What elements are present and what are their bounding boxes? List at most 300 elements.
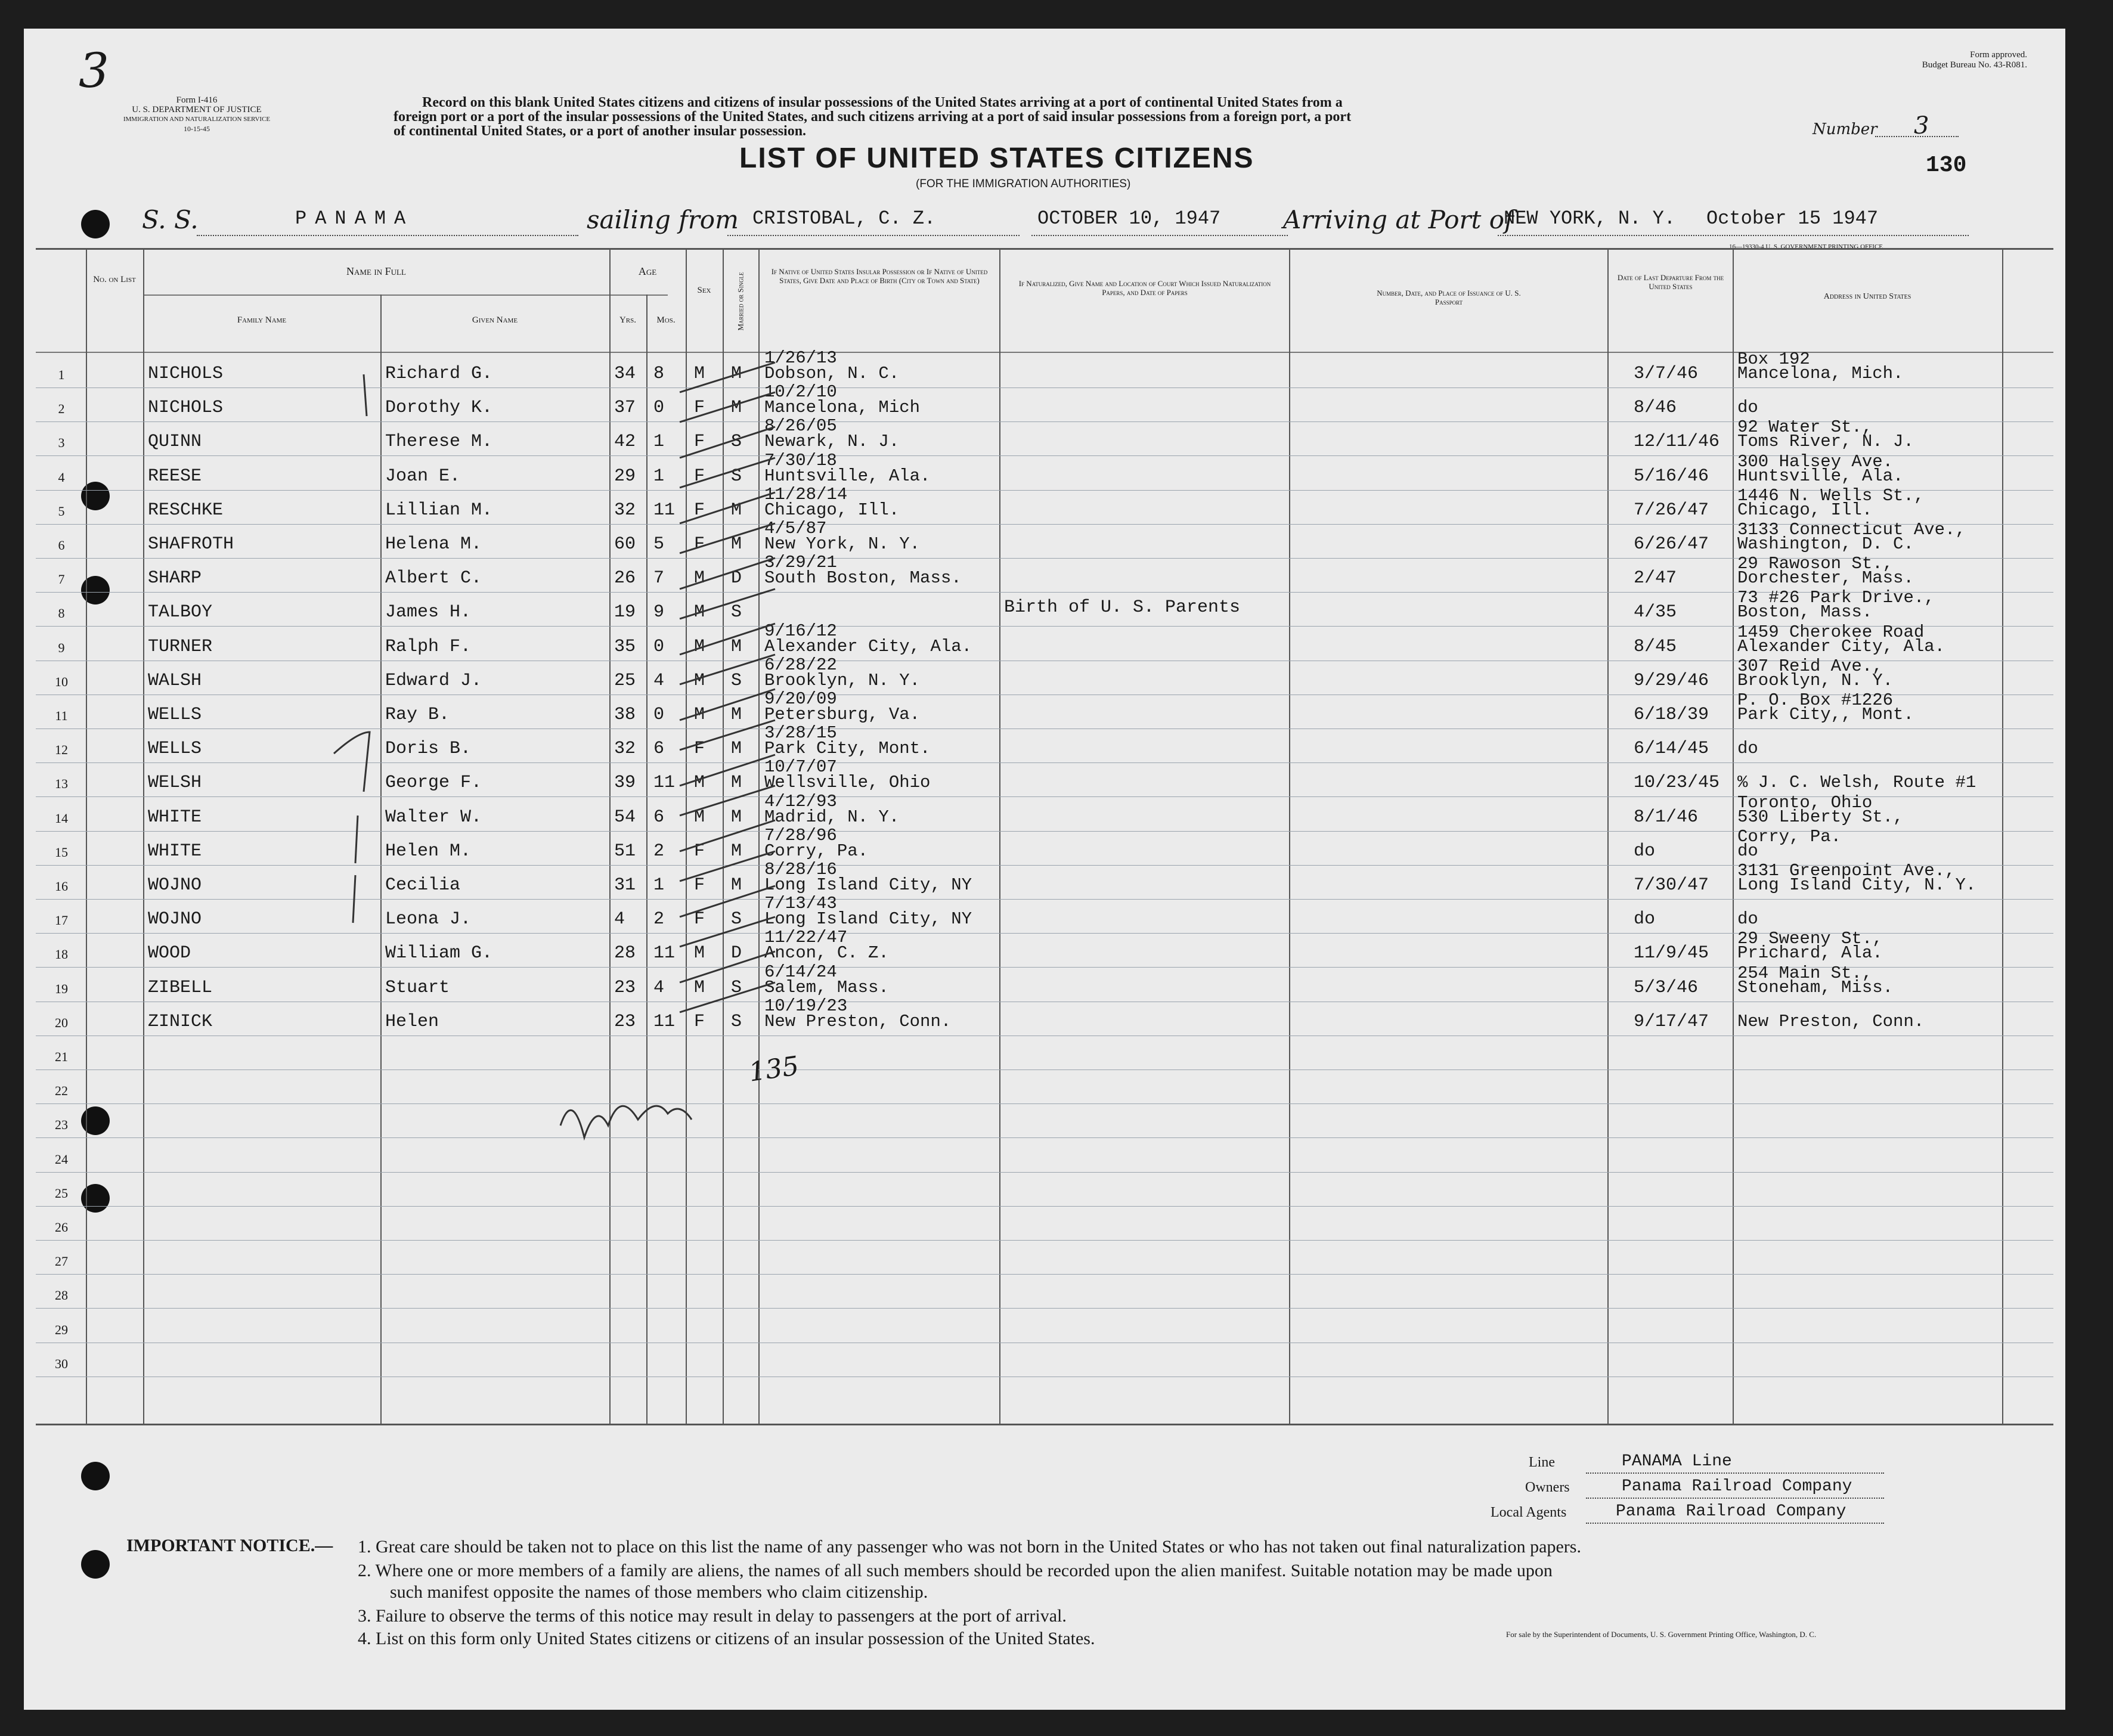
given-name: Albert C. [385,568,482,589]
agents-value: Panama Railroad Company [1616,1502,1846,1521]
sailing-label: sailing from [587,205,739,234]
given-name: Walter W. [385,807,482,827]
last-departure: 8/1/46 [1634,807,1699,827]
notice-number: 4. [358,1629,371,1648]
family-name: WOJNO [148,909,202,930]
header-family-name: Family Name [237,315,287,325]
printing-note: 16—19330-4 U. S. GOVERNMENT PRINTING OFFICE [1729,243,1883,250]
sex: F [694,841,705,861]
given-name: George F. [385,773,482,793]
age-years: 34 [614,364,636,384]
birth-place: Dobson, N. C. [764,364,900,383]
age-years: 37 [614,398,636,418]
address-line1: 29 Sweeny St., [1737,929,1883,949]
age-years: 39 [614,773,636,793]
birth-place: Salem, Mass. [764,977,889,997]
tally-stroke [680,886,775,917]
ship-name: PANAMA [295,207,414,230]
notice-text: Where one or more members of a family are aliens, the names of all such members should be recorded upon the alien manifest. Suitable notation may be made upon [375,1561,1553,1580]
family-name: SHAFROTH [148,534,234,554]
row-number: 13 [55,776,68,792]
row-number: 14 [55,810,68,826]
age-months: 9 [653,602,665,623]
age-months: 4 [653,670,665,691]
given-name: Lillian M. [385,500,493,520]
given-name: Cecilia [385,875,461,895]
given-name: Dorothy K. [385,398,493,418]
notice-text: Failure to observe the terms of this notice may result in delay to passengers at the port of arrival. [376,1606,1067,1626]
tally-stroke [680,624,775,655]
birth-date: 1/26/13 [764,348,837,368]
age-months: 8 [653,364,665,384]
tally-stroke [680,917,775,947]
age-years: 29 [614,466,636,486]
birth-place: Long Island City, NY [764,875,972,895]
address-line1: Box 192 [1737,349,1810,369]
birth-date: 4/5/87 [764,519,827,538]
row-number: 28 [55,1288,68,1303]
tally-stroke [680,558,775,589]
notice-number: 3. [358,1606,371,1626]
birth-date: 6/28/22 [764,655,837,675]
row-number: 2 [58,401,65,417]
intro-line: of continental United States, or a port of another insular possession. [394,123,807,139]
form-date: 10-15-45 [184,125,210,133]
punch-hole [81,1550,110,1579]
form-service: IMMIGRATION AND NATURALIZATION SERVICE [123,116,271,123]
family-name: ZIBELL [148,977,213,998]
given-name: Therese M. [385,432,493,452]
address-line2: 530 Liberty St., [1737,807,1904,827]
address-line1: 1446 N. Wells St., [1737,485,1925,506]
age-years: 28 [614,943,636,964]
tally-stroke [680,755,775,786]
age-years: 54 [614,807,636,827]
row-number: 10 [55,674,68,689]
row-number: 30 [55,1356,68,1371]
row-number: 23 [55,1117,68,1133]
owners-label: Owners [1525,1480,1570,1495]
header-naturalized: If Naturalized, Give Name and Location of Court Which Issued Naturalization Papers, and Date of Papers [1018,279,1271,297]
birth-date: 7/28/96 [764,825,837,845]
sex: F [694,500,705,520]
marital-status: S [731,602,742,623]
ss-label: S. S. [142,205,199,234]
address-line2: do [1737,739,1758,759]
last-departure: 3/7/46 [1634,364,1699,384]
form-number: Form I-416 [176,95,218,105]
notice-number: 2. [358,1561,371,1580]
check-mark [353,875,355,923]
family-name: REESE [148,466,202,486]
birth-date: 4/12/93 [764,791,837,811]
address-line2: Boston, Mass. [1737,602,1873,622]
age-months: 0 [653,705,665,725]
row-number: 5 [58,503,65,519]
birth-place: New Preston, Conn. [764,1011,952,1031]
row-number: 11 [55,708,68,723]
address-line2: % J. C. Welsh, Route #1 [1737,773,1976,793]
address-line1: Corry, Pa. [1737,826,1842,847]
handwritten-note: 135 [746,1050,801,1088]
address-line2: Park City,, Mont. [1737,705,1914,724]
age-months: 2 [653,841,665,861]
address-line2: Mancelona, Mich. [1737,364,1904,383]
birth-place: Corry, Pa. [764,841,869,861]
tally-stroke [680,523,775,553]
manifest-sheet [24,29,2065,1710]
corner-mark: 3 [79,43,109,98]
tally-stroke [680,589,775,619]
notice-number: 1. [358,1537,371,1557]
birth-date: 6/14/24 [764,962,837,982]
line-value: PANAMA Line [1622,1452,1732,1471]
given-name: Ralph F. [385,636,472,657]
age-months: 1 [653,466,665,486]
tally-stroke [680,982,775,1012]
sex: F [694,1011,705,1032]
family-name: QUINN [148,432,202,452]
family-name: WELSH [148,773,202,793]
check-mark [355,816,358,863]
birth-place: Brooklyn, N. Y. [764,670,921,690]
marital-status: S [731,1011,742,1032]
address-line2: Brooklyn, N. Y. [1737,670,1894,690]
row-number: 8 [58,606,65,621]
birth-place: Mancelona, Mich [764,398,921,418]
address-line2: New Preston, Conn. [1737,1011,1925,1031]
marital-status: M [731,739,742,760]
age-years: 42 [614,432,636,452]
arriving-label: Arriving at Port of [1283,205,1514,234]
sex: F [694,534,705,554]
family-name: WHITE [148,841,202,861]
address-line2: Stoneham, Miss. [1737,977,1894,997]
sex: F [694,875,705,895]
sex: M [694,807,705,827]
birth-date: 10/19/23 [764,996,848,1016]
intro-line: foreign port or a port of the insular possessions of the United States, and such citizens arriving at a port of said insular possessions from a foreign port, a port [394,109,1352,125]
given-name: Joan E. [385,466,461,486]
address-line2: Long Island City, N. Y. [1737,875,1976,895]
address-line2: do [1737,909,1758,929]
check-mark [334,732,370,792]
birth-place: New York, N. Y. [764,534,921,554]
table-bottom-rule [36,1424,2053,1425]
birth-place: Park City, Mont. [764,739,931,759]
address-line1: 73 #26 Park Drive., [1737,588,1935,608]
last-departure: 7/26/47 [1634,500,1709,520]
row-number: 6 [58,538,65,553]
tally-stroke [680,392,775,422]
header-birth: If Native of United States Insular Possession or If Native of United States, Give Date and Place of Birth (City or Town and State) [771,267,988,285]
row-number: 16 [55,879,68,894]
address-line1: 92 Water St., [1737,417,1873,438]
age-months: 4 [653,977,665,998]
marital-status: M [731,398,742,418]
header-yrs: Yrs. [619,315,637,325]
given-name: William G. [385,943,493,964]
address-line2: Huntsville, Ala. [1737,466,1904,486]
last-departure: 2/47 [1634,568,1677,589]
birth-place: South Boston, Mass. [764,568,962,588]
notice-item [390,1582,928,1602]
sex: F [694,432,705,452]
age-years: 32 [614,739,636,760]
tally-stroke [680,820,775,851]
header-name-in-full: Name in Full [346,265,406,277]
tally-stroke [680,655,775,684]
age-years: 38 [614,705,636,725]
row-number: 26 [55,1220,68,1235]
age-months: 11 [653,943,676,964]
row-number: 4 [58,469,65,485]
given-name: Edward J. [385,670,482,691]
given-name: Leona J. [385,909,472,930]
arrival-date: October 15 1947 [1706,207,1879,230]
sailing-date: OCTOBER 10, 1947 [1037,207,1221,230]
age-months: 11 [653,500,676,520]
age-years: 31 [614,875,636,895]
address-line1: 29 Rawoson St., [1737,554,1894,574]
address-line2: Washington, D. C. [1737,534,1914,554]
header-age: Age [638,265,657,277]
row-number: 1 [58,367,65,382]
page-subtitle: (FOR THE IMMIGRATION AUTHORITIES) [916,178,1131,190]
marital-status: M [731,875,742,895]
sex: M [694,705,705,725]
given-name: Helen [385,1011,439,1032]
header-no: No. on List [93,275,136,284]
birth-date: 3/28/15 [764,723,837,743]
row-number: 3 [58,435,65,451]
last-departure: 5/16/46 [1634,466,1709,486]
header-married: Married or Single [736,272,745,331]
sex: F [694,466,705,486]
tally-stroke [680,458,775,488]
last-departure: 7/30/47 [1634,875,1709,895]
marital-status: D [731,568,742,589]
birth-place: Alexander City, Ala. [764,636,972,656]
birth-date: 3/29/21 [764,553,837,573]
header-given-name: Given Name [472,315,518,325]
address-line2: Toms River, N. J. [1737,432,1914,452]
family-name: RESCHKE [148,500,224,520]
page-title: LIST OF UNITED STATES CITIZENS [739,142,1254,174]
family-name: ZINICK [148,1011,213,1032]
sex: F [694,398,705,418]
last-departure: 9/29/46 [1634,670,1709,691]
row-number: 15 [55,844,68,860]
from-port: CRISTOBAL, C. Z. [752,207,936,230]
age-years: 23 [614,1011,636,1032]
address-line1: 1459 Cherokee Road [1737,622,1925,642]
birth-place: Long Island City, NY [764,909,972,929]
birth-date: 7/30/18 [764,450,837,470]
check-mark [364,374,367,416]
sex: F [694,739,705,760]
row-number: 20 [55,1015,68,1030]
marital-status: S [731,466,742,486]
age-months: 2 [653,909,665,930]
birth-date: 8/28/16 [764,860,837,879]
birth-place: Ancon, C. Z. [764,943,889,963]
given-name: Ray B. [385,705,450,725]
address-line1: 254 Main St., [1737,963,1873,983]
address-line1: 300 Halsey Ave. [1737,451,1894,472]
row-number: 29 [55,1322,68,1337]
birth-date: 11/28/14 [764,484,848,504]
row-number: 24 [55,1151,68,1167]
form-approved-line2: Budget Bureau No. 43-R081. [1922,60,2027,70]
tally-stroke [680,427,775,458]
tally-stroke [680,720,775,750]
last-departure: do [1634,909,1656,930]
last-departure: 8/46 [1634,398,1677,418]
sex: F [694,909,705,930]
family-name: WOOD [148,943,191,964]
birth-place: Newark, N. J. [764,432,900,452]
last-departure: 10/23/45 [1634,773,1720,793]
notice-text: List on this form only United States citizens or citizens of an insular possession of the United States. [376,1629,1095,1648]
sex: M [694,977,705,998]
address-line1: 3133 Connecticut Ave., [1737,520,1966,540]
marital-status: M [731,500,742,520]
birth-place: Huntsville, Ala. [764,466,931,486]
family-name: NICHOLS [148,364,224,384]
line-label: Line [1529,1455,1555,1470]
age-months: 6 [653,807,665,827]
row-number: 9 [58,640,65,655]
last-departure: 12/11/46 [1634,432,1720,452]
header-passport: Number, Date, and Place of Issuance of U. S. Passport [1377,289,1521,306]
marital-status: M [731,807,742,827]
tally-stroke [680,851,775,881]
sex: M [694,364,705,384]
number-value: 3 [1914,112,1929,140]
last-departure: 6/14/45 [1634,739,1709,760]
age-years: 35 [614,636,636,657]
family-name: TALBOY [148,602,213,623]
row-number: 27 [55,1254,68,1269]
age-years: 32 [614,500,636,520]
marital-status: M [731,534,742,554]
marital-status: M [731,636,742,657]
age-months: 7 [653,568,665,589]
given-name: Doris B. [385,739,472,760]
notice-label: IMPORTANT NOTICE.— [126,1536,333,1555]
address-line1: 3131 Greenpoint Ave., [1737,861,1956,881]
address-line2: Alexander City, Ala. [1737,636,1945,656]
row-number: 7 [58,572,65,587]
header-mos: Mos. [656,315,676,325]
address-line2: do [1737,398,1758,418]
birth-date: 7/13/43 [764,894,837,914]
family-name: NICHOLS [148,398,224,418]
row-number: 12 [55,742,68,758]
handwriting-overlay [24,29,2065,1424]
row-number: 19 [55,981,68,996]
birth-place: Wellsville, Ohio [764,773,931,793]
age-months: 6 [653,739,665,760]
age-months: 11 [653,1011,676,1032]
address-line2: Dorchester, Mass. [1737,568,1914,588]
footer-sale-note: For sale by the Superintendent of Documents, U. S. Government Printing Office, Washington, D. C. [1506,1630,1817,1639]
stamp-number: 130 [1926,153,1967,178]
age-years: 4 [614,909,625,930]
family-name: SHARP [148,568,202,589]
birth-date: 8/26/05 [764,416,837,436]
age-months: 0 [653,398,665,418]
header-address: Address in United States [1823,292,1911,301]
header-sex: Sex [697,286,711,295]
tally-stroke [680,786,775,816]
address-line1: Toronto, Ohio [1737,792,1873,813]
last-departure: 11/9/45 [1634,943,1709,964]
row-number: 18 [55,947,68,962]
age-months: 0 [653,636,665,657]
given-name: Richard G. [385,364,493,384]
marital-status: S [731,977,742,998]
address-line2: do [1737,841,1758,861]
notice-item [358,1606,1067,1626]
last-departure: 5/3/46 [1634,977,1699,998]
owners-value: Panama Railroad Company [1622,1477,1852,1496]
given-name: Helena M. [385,534,482,554]
age-months: 5 [653,534,665,554]
sex: M [694,773,705,793]
punch-hole [81,1462,110,1490]
sex: M [694,568,705,589]
marital-status: S [731,432,742,452]
form-department: U. S. DEPARTMENT OF JUSTICE [132,105,262,114]
age-years: 19 [614,602,636,623]
notice-item [358,1561,1553,1581]
birth-place: Chicago, Ill. [764,500,900,520]
last-departure: 8/45 [1634,636,1677,657]
marital-status: S [731,909,742,930]
sex: M [694,636,705,657]
tally-stroke [680,689,775,720]
age-years: 23 [614,977,636,998]
marital-status: D [731,943,742,964]
birth-date: 11/22/47 [764,928,848,948]
marital-status: M [731,841,742,861]
last-departure: do [1634,841,1656,861]
row-number: 21 [55,1049,68,1064]
last-departure: 9/17/47 [1634,1011,1709,1032]
last-departure: 6/18/39 [1634,705,1709,725]
birth-place: Madrid, N. Y. [764,807,900,827]
address-line1: 307 Reid Ave., [1737,656,1883,676]
family-name: WOJNO [148,875,202,895]
given-name: Helen M. [385,841,472,861]
birth-place: Petersburg, Va. [764,705,921,724]
number-label: Number [1813,120,1877,138]
sex: M [694,943,705,964]
family-name: WHITE [148,807,202,827]
form-approved-line1: Form approved. [1970,50,2027,60]
age-years: 26 [614,568,636,589]
row-number: 22 [55,1083,68,1099]
sex: M [694,670,705,691]
last-departure: 4/35 [1634,602,1677,623]
tally-stroke [680,492,775,523]
marital-status: M [731,364,742,384]
marital-status: M [731,773,742,793]
address-line2: Prichard, Ala. [1737,943,1883,963]
age-years: 51 [614,841,636,861]
